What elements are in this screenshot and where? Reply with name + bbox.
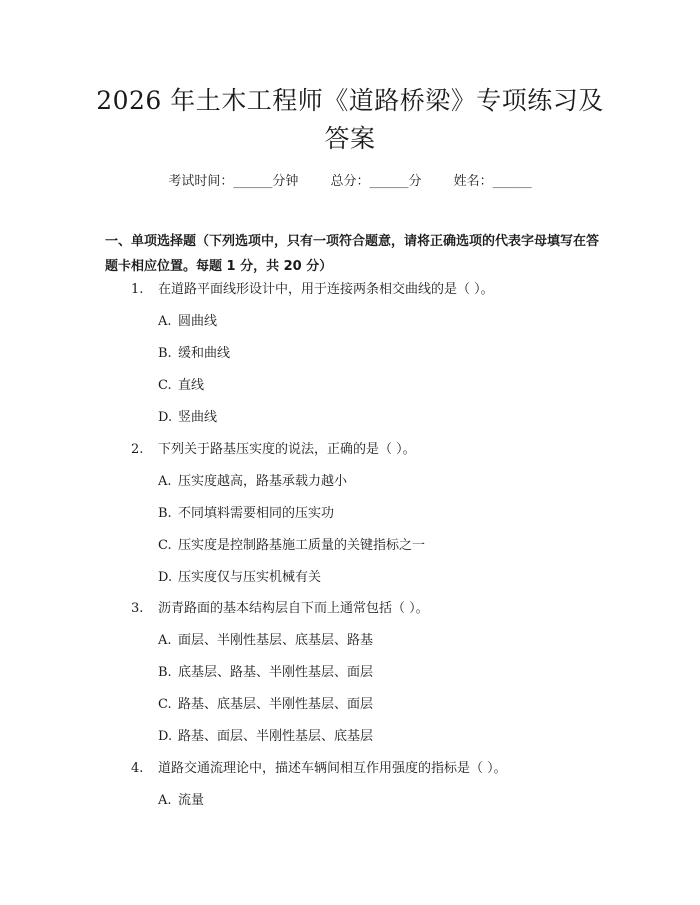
- question-number: 3.: [131, 601, 144, 616]
- option-text: 直线: [178, 378, 205, 393]
- option-1b: [158, 345, 230, 363]
- option-letter: D.: [158, 570, 173, 585]
- exam-time-unit: 分钟: [272, 174, 299, 189]
- option-2c: [158, 537, 425, 555]
- option-text: 压实度越高，路基承载力越小: [178, 474, 348, 489]
- option-letter: A.: [158, 474, 172, 489]
- exam-time-label: 考试时间：: [168, 174, 234, 189]
- exam-info-bar: [0, 170, 700, 189]
- question-number: 1.: [131, 282, 144, 297]
- option-letter: C.: [158, 538, 172, 553]
- question-number: 4.: [131, 761, 144, 776]
- option-letter: C.: [158, 378, 172, 393]
- option-text: 不同填料需要相同的压实功: [178, 506, 335, 521]
- option-3a: [158, 632, 373, 650]
- question-text: 下列关于路基压实度的说法，正确的是（ ）。: [158, 442, 416, 457]
- question-3: [131, 600, 429, 618]
- exam-time-blank: ______: [233, 174, 273, 189]
- question-4: [131, 760, 507, 778]
- question-text: 在道路平面线形设计中，用于连接两条相交曲线的是（ ）。: [158, 282, 494, 297]
- option-letter: A.: [158, 314, 172, 329]
- name-blank: ______: [492, 174, 532, 189]
- title-line-1: 2026 年土木工程师《道路桥梁》专项练习及: [96, 86, 604, 115]
- question-text: 沥青路面的基本结构层自下而上通常包括（ ）。: [158, 601, 429, 616]
- option-letter: D.: [158, 729, 173, 744]
- option-letter: A.: [158, 793, 172, 808]
- total-score-field: [330, 170, 421, 189]
- title-line-2: 答案: [324, 124, 376, 153]
- option-letter: A.: [158, 633, 172, 648]
- question-number: 2.: [131, 442, 144, 457]
- option-3c: [158, 696, 373, 714]
- option-1a: [158, 313, 217, 331]
- option-text: 底基层、路基、半刚性基层、面层: [178, 665, 374, 680]
- option-2d: [158, 569, 321, 587]
- option-letter: D.: [158, 410, 173, 425]
- option-letter: B.: [158, 346, 172, 361]
- name-field: [454, 170, 532, 189]
- question-text: 道路交通流理论中，描述车辆间相互作用强度的指标是（ ）。: [158, 761, 507, 776]
- total-score-blank: ______: [369, 174, 409, 189]
- option-3b: [158, 664, 373, 682]
- option-text: 压实度是控制路基施工质量的关键指标之一: [178, 538, 426, 553]
- option-3d: [158, 728, 373, 746]
- document-title: [60, 82, 640, 158]
- question-2: [131, 441, 416, 459]
- option-text: 压实度仅与压实机械有关: [178, 570, 322, 585]
- option-text: 面层、半刚性基层、底基层、路基: [178, 633, 374, 648]
- option-1d: [158, 409, 217, 427]
- option-letter: C.: [158, 697, 172, 712]
- option-text: 路基、底基层、半刚性基层、面层: [178, 697, 374, 712]
- option-text: 路基、面层、半刚性基层、底基层: [178, 729, 374, 744]
- exam-time-field: [168, 170, 298, 189]
- option-letter: B.: [158, 506, 172, 521]
- option-2b: [158, 505, 334, 523]
- option-text: 缓和曲线: [178, 346, 231, 361]
- option-1c: [158, 377, 204, 395]
- total-score-label: 总分：: [330, 174, 370, 189]
- option-2a: [158, 473, 347, 491]
- option-text: 竖曲线: [178, 410, 218, 425]
- question-1: [131, 281, 494, 299]
- option-letter: B.: [158, 665, 172, 680]
- total-score-unit: 分: [408, 174, 422, 189]
- name-label: 姓名：: [453, 174, 493, 189]
- option-text: 圆曲线: [178, 314, 218, 329]
- option-text: 流量: [178, 793, 205, 808]
- option-4a: [158, 792, 204, 810]
- section-heading: 一、单项选择题（下列选项中，只有一项符合题意，请将正确选项的代表字母填写在答题卡相应位置。每题 1 分，共 20 分）: [105, 234, 600, 274]
